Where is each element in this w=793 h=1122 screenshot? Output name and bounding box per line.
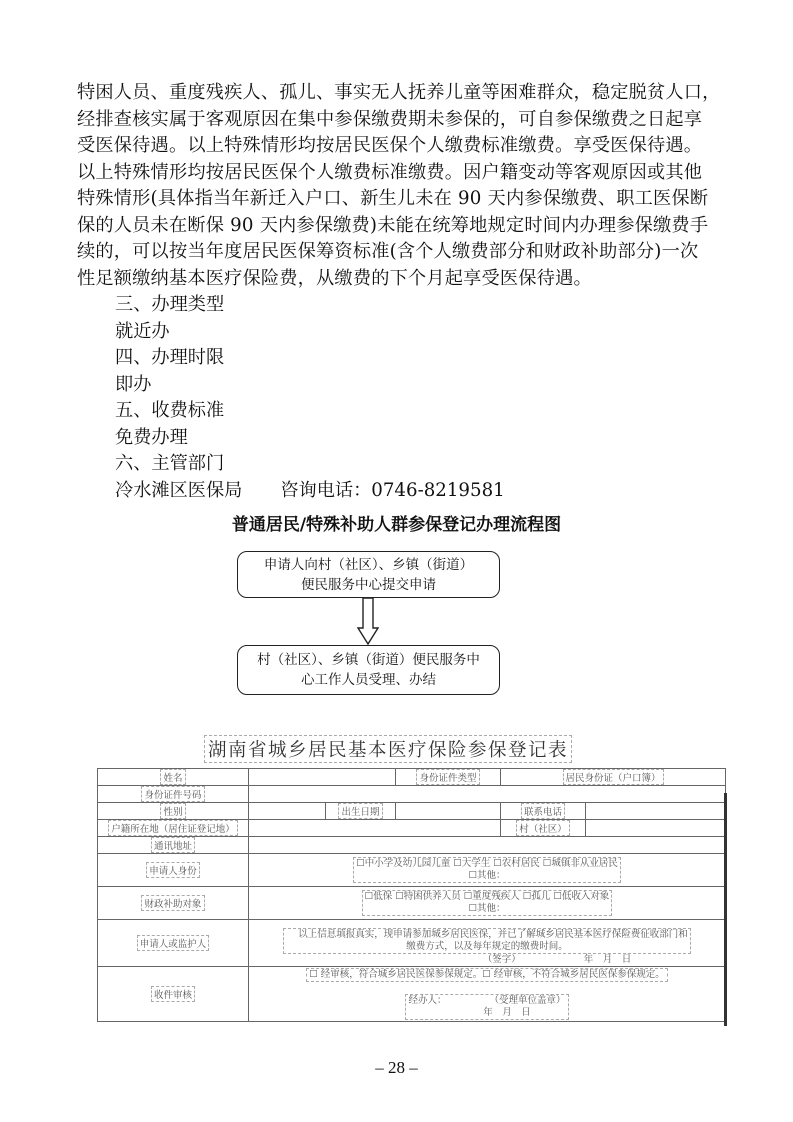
paragraph-line: 特困人员、重度残疾人、孤儿、事实无人抚养儿童等困难群众，稳定脱贫人口， <box>77 82 721 103</box>
form-title: 湖南省城乡居民基本医疗保险参保登记表 <box>204 735 572 763</box>
gender-field[interactable] <box>249 803 326 820</box>
table-row <box>98 837 726 854</box>
step-text: 便民服务中心提交申请 <box>301 576 436 593</box>
subsidy-options[interactable] <box>362 890 613 916</box>
paragraph-line: 受医保待遇。以上特殊情形均按居民医保个人缴费标准缴费。享受医保待遇。 <box>77 135 703 156</box>
identity-options[interactable] <box>353 857 621 883</box>
contact-phone: 0746-8219581 <box>371 479 505 501</box>
declaration <box>283 928 691 954</box>
info-sections <box>115 292 505 504</box>
table-row <box>98 854 726 887</box>
id-number-field[interactable] <box>249 786 726 803</box>
birth-date-field[interactable] <box>396 803 501 820</box>
birth-date-label: 出生日期 <box>338 803 382 819</box>
section-heading-type: 三、办理类型 <box>115 294 225 315</box>
paragraph-line: 以上特殊情形均按居民医保个人缴费标准缴费。因户籍变动等客观原因或其他 <box>77 161 703 183</box>
handler-label: 经办人： <box>408 995 447 1006</box>
household-field[interactable] <box>249 820 501 837</box>
id-number-label: 身份证件号码 <box>141 786 204 802</box>
section-value-type: 就近办 <box>115 320 170 342</box>
paragraph-line: 续的，可以按当年度居民医保筹资标准(含个人缴费部分和财政补助部分)一次 <box>77 241 699 262</box>
review-options[interactable]: ☐ 经审核，符合城乡居民医保参保规定。☐ 经审核，不符合城乡居民医保参保规定。 <box>306 968 668 982</box>
village-label: 村（社区） <box>516 820 570 836</box>
sign-label: （签字） <box>482 954 521 965</box>
contact-label: 咨询电话： <box>280 479 372 501</box>
handler-block <box>405 994 568 1020</box>
scan-edge-bar <box>724 793 727 1026</box>
paragraph-line: 性足额缴纳基本医疗保险费，从缴费的下个月起享受医保待遇。 <box>77 267 592 289</box>
address-field[interactable] <box>249 837 726 854</box>
name-label: 姓名 <box>160 769 185 785</box>
review-label: 收件审核 <box>151 986 195 1002</box>
section-heading-fee: 五、收费标准 <box>115 400 225 421</box>
table-row <box>98 887 726 920</box>
department-name: 冷水滩区医保局 <box>115 479 243 501</box>
identity-checkboxes[interactable]: ☐中小学及幼儿园儿童 ☐大学生 ☐农村居民 ☐城镇非从业居民 <box>356 858 618 869</box>
step-text: 心工作人员受理、办结 <box>301 672 436 688</box>
declaration-line: 缴费方式，以及每年规定的缴费时间。 <box>406 941 568 952</box>
table-row <box>98 786 726 803</box>
registration-form-table <box>97 768 726 1022</box>
village-field[interactable] <box>586 820 726 837</box>
step-text: 申请人向村（社区）、乡镇（街道） <box>263 556 474 573</box>
flowchart-step-apply <box>237 551 500 598</box>
table-row <box>98 803 726 820</box>
section-heading-time-limit: 四、办理时限 <box>115 347 225 368</box>
id-type-label: 身份证件类型 <box>416 769 479 785</box>
address-label: 通讯地址 <box>151 837 195 853</box>
department-contact-line <box>115 478 505 505</box>
subsidy-other-checkbox[interactable]: ☐其他： <box>468 903 506 914</box>
flowchart-title: 普通居民/特殊补助人群参保登记办理流程图 <box>231 515 562 535</box>
body-paragraph <box>77 80 721 292</box>
step-text: 村（社区）、乡镇（街道）便民服务中 <box>257 652 480 668</box>
flowchart-step-process <box>237 645 500 695</box>
table-row <box>98 920 726 967</box>
down-arrow-icon <box>357 598 379 645</box>
phone-label: 联系电话 <box>521 803 565 819</box>
paragraph-line: 特殊情形(具体指当年新迁入户口、新生儿未在 90 天内参保缴费、职工医保断 <box>77 188 709 209</box>
gender-label: 性别 <box>160 803 185 819</box>
table-row <box>98 769 726 786</box>
name-field[interactable] <box>249 769 396 786</box>
table-row <box>98 820 726 837</box>
section-value-time-limit: 即办 <box>115 373 152 395</box>
guardian-label: 申请人或监护人 <box>137 935 210 951</box>
paragraph-line: 经排查核实属于客观原因在集中参保缴费期未参保的，可自参保缴费之日起享 <box>77 108 703 130</box>
stamp-label: （受理单位盖章） <box>489 995 566 1006</box>
section-heading-department: 六、主管部门 <box>115 453 225 474</box>
subsidy-label: 财政补助对象 <box>141 895 204 911</box>
table-row <box>98 967 726 1022</box>
declaration-line: 以上信息填报真实，现申请参加城乡居民医保，并已了解城乡居民基本医疗保险费征收部门和 <box>298 929 688 940</box>
identity-label: 申请人身份 <box>146 862 200 878</box>
id-type-value[interactable]: 居民身份证（户口簿） <box>563 769 664 785</box>
sign-date[interactable]: 年 月 日 <box>583 954 632 965</box>
phone-field[interactable] <box>586 803 726 820</box>
page-number: – 28 – <box>375 1058 418 1077</box>
review-date[interactable]: 年 月 日 <box>483 1007 531 1018</box>
household-label: 户籍所在地（居住证登记地） <box>108 820 238 836</box>
section-value-fee: 免费办理 <box>115 426 188 448</box>
paragraph-line: 保的人员未在断保 90 天内参保缴费)未能在统筹地规定时间内办理参保缴费手 <box>77 214 709 236</box>
subsidy-checkboxes[interactable]: ☐低保 ☐特困供养人员 ☐重度残疾人 ☐孤儿 ☐低收入对象 <box>364 891 610 902</box>
identity-other-checkbox[interactable]: ☐其他： <box>468 870 506 881</box>
